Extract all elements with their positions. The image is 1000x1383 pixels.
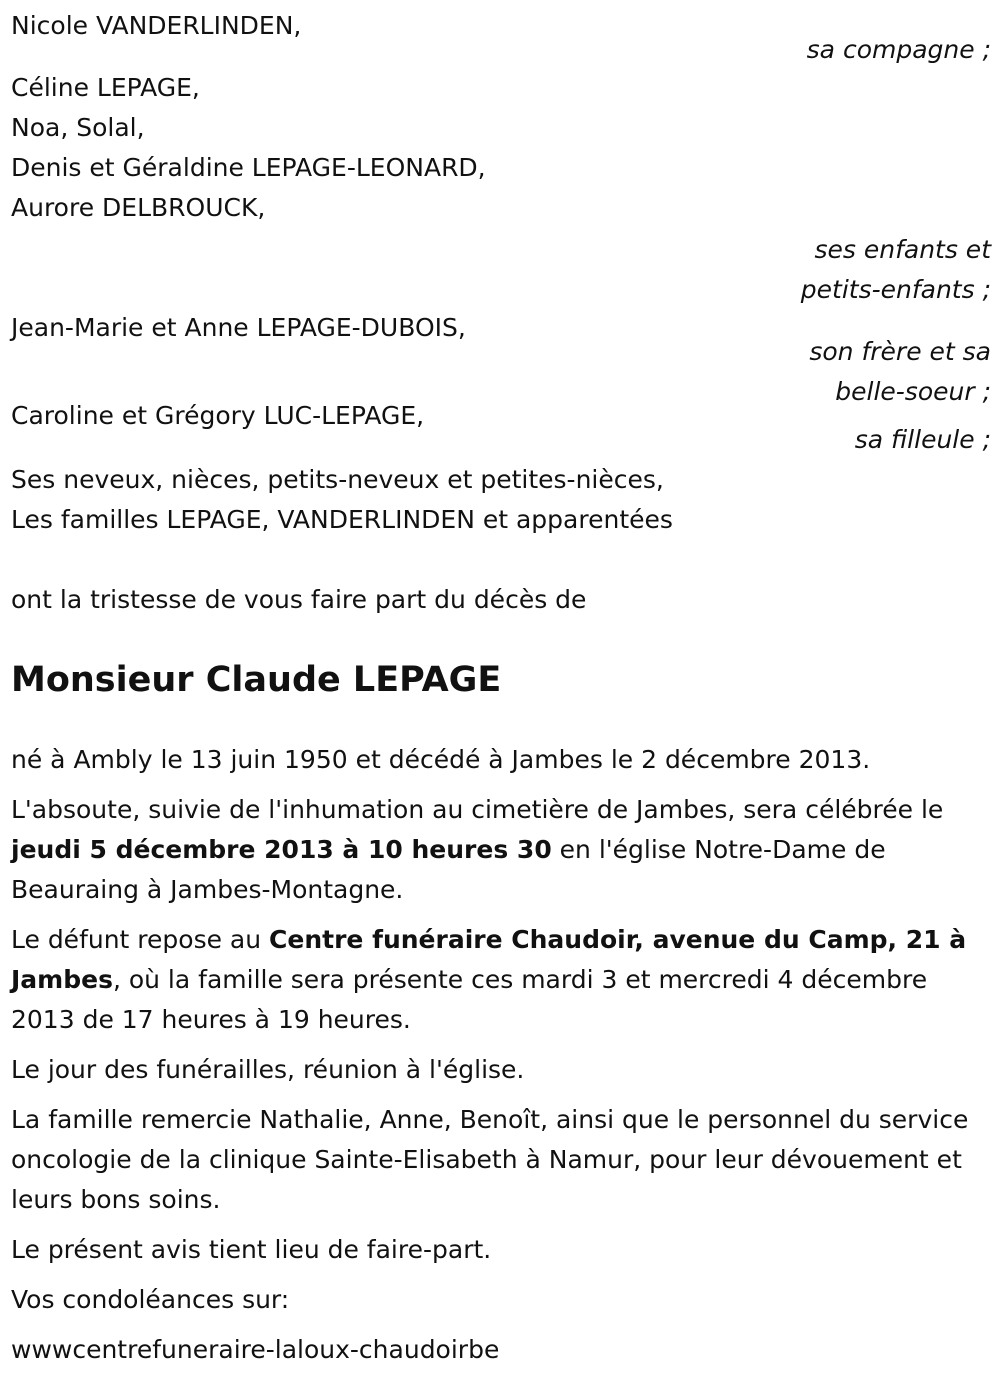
- ceremony-text-2: en l'église Notre-Dame de Beauraing à Jambes-Montagne.: [11, 835, 886, 904]
- family-member-line: Ses neveux, nièces, petits-neveux et petites-nièces,: [11, 465, 664, 494]
- family-member-line: Aurore DELBROUCK,: [11, 193, 266, 222]
- ceremony-paragraph: [11, 790, 991, 910]
- relation-label: sa filleule ;: [854, 425, 991, 454]
- family-member-line: Caroline et Grégory LUC-LEPAGE,: [11, 401, 425, 430]
- website-link[interactable]: wwwcentrefuneraire-laloux-chaudoirbe: [11, 1335, 500, 1364]
- relation-label: ses enfants et: [814, 235, 991, 264]
- notice-text: Le présent avis tient lieu de faire-part.: [11, 1235, 492, 1264]
- rest-paragraph: [11, 920, 991, 1040]
- family-member-line: Céline LEPAGE,: [11, 73, 200, 102]
- rest-text-1: Le défunt repose au: [11, 925, 270, 954]
- announcement-text: ont la tristesse de vous faire part du décès de: [11, 585, 587, 614]
- relation-label: petits-enfants ;: [800, 275, 991, 304]
- meeting-text: Le jour des funérailles, réunion à l'église.: [11, 1055, 525, 1084]
- family-member-line: Nicole VANDERLINDEN,: [11, 11, 302, 40]
- family-member-line: Jean-Marie et Anne LEPAGE-DUBOIS,: [11, 313, 466, 342]
- relation-label: sa compagne ;: [806, 35, 991, 64]
- ceremony-date: jeudi 5 décembre 2013 à 10 heures 30: [11, 835, 552, 864]
- obituary-notice: [11, 6, 991, 1370]
- thanks-paragraph: La famille remercie Nathalie, Anne, Benoît, ainsi que le personnel du service oncologie de la clinique Sainte-Elisabeth à Namur, pour leur dévouement et leurs bons soins.: [11, 1105, 969, 1214]
- relation-label: son frère et sa: [809, 337, 991, 366]
- rest-text-2: , où la famille sera présente ces mardi 3 et mercredi 4 décembre 2013 de 17 heures à 19 heures.: [11, 965, 928, 1034]
- deceased-name: Monsieur Claude LEPAGE: [11, 660, 502, 700]
- funeral-center-address: Centre funéraire Chaudoir, avenue du Camp, 21 à Jambes: [11, 925, 967, 994]
- ceremony-text-1: L'absoute, suivie de l'inhumation au cimetière de Jambes, sera célébrée le: [11, 795, 944, 824]
- condolences-label: Vos condoléances sur:: [11, 1285, 290, 1314]
- family-member-line: Noa, Solal,: [11, 113, 145, 142]
- family-member-line: Les familles LEPAGE, VANDERLINDEN et apparentées: [11, 505, 673, 534]
- birth-death-text: né à Ambly le 13 juin 1950 et décédé à Jambes le 2 décembre 2013.: [11, 745, 871, 774]
- family-member-line: Denis et Géraldine LEPAGE-LEONARD,: [11, 153, 486, 182]
- relation-label: belle-soeur ;: [835, 377, 991, 406]
